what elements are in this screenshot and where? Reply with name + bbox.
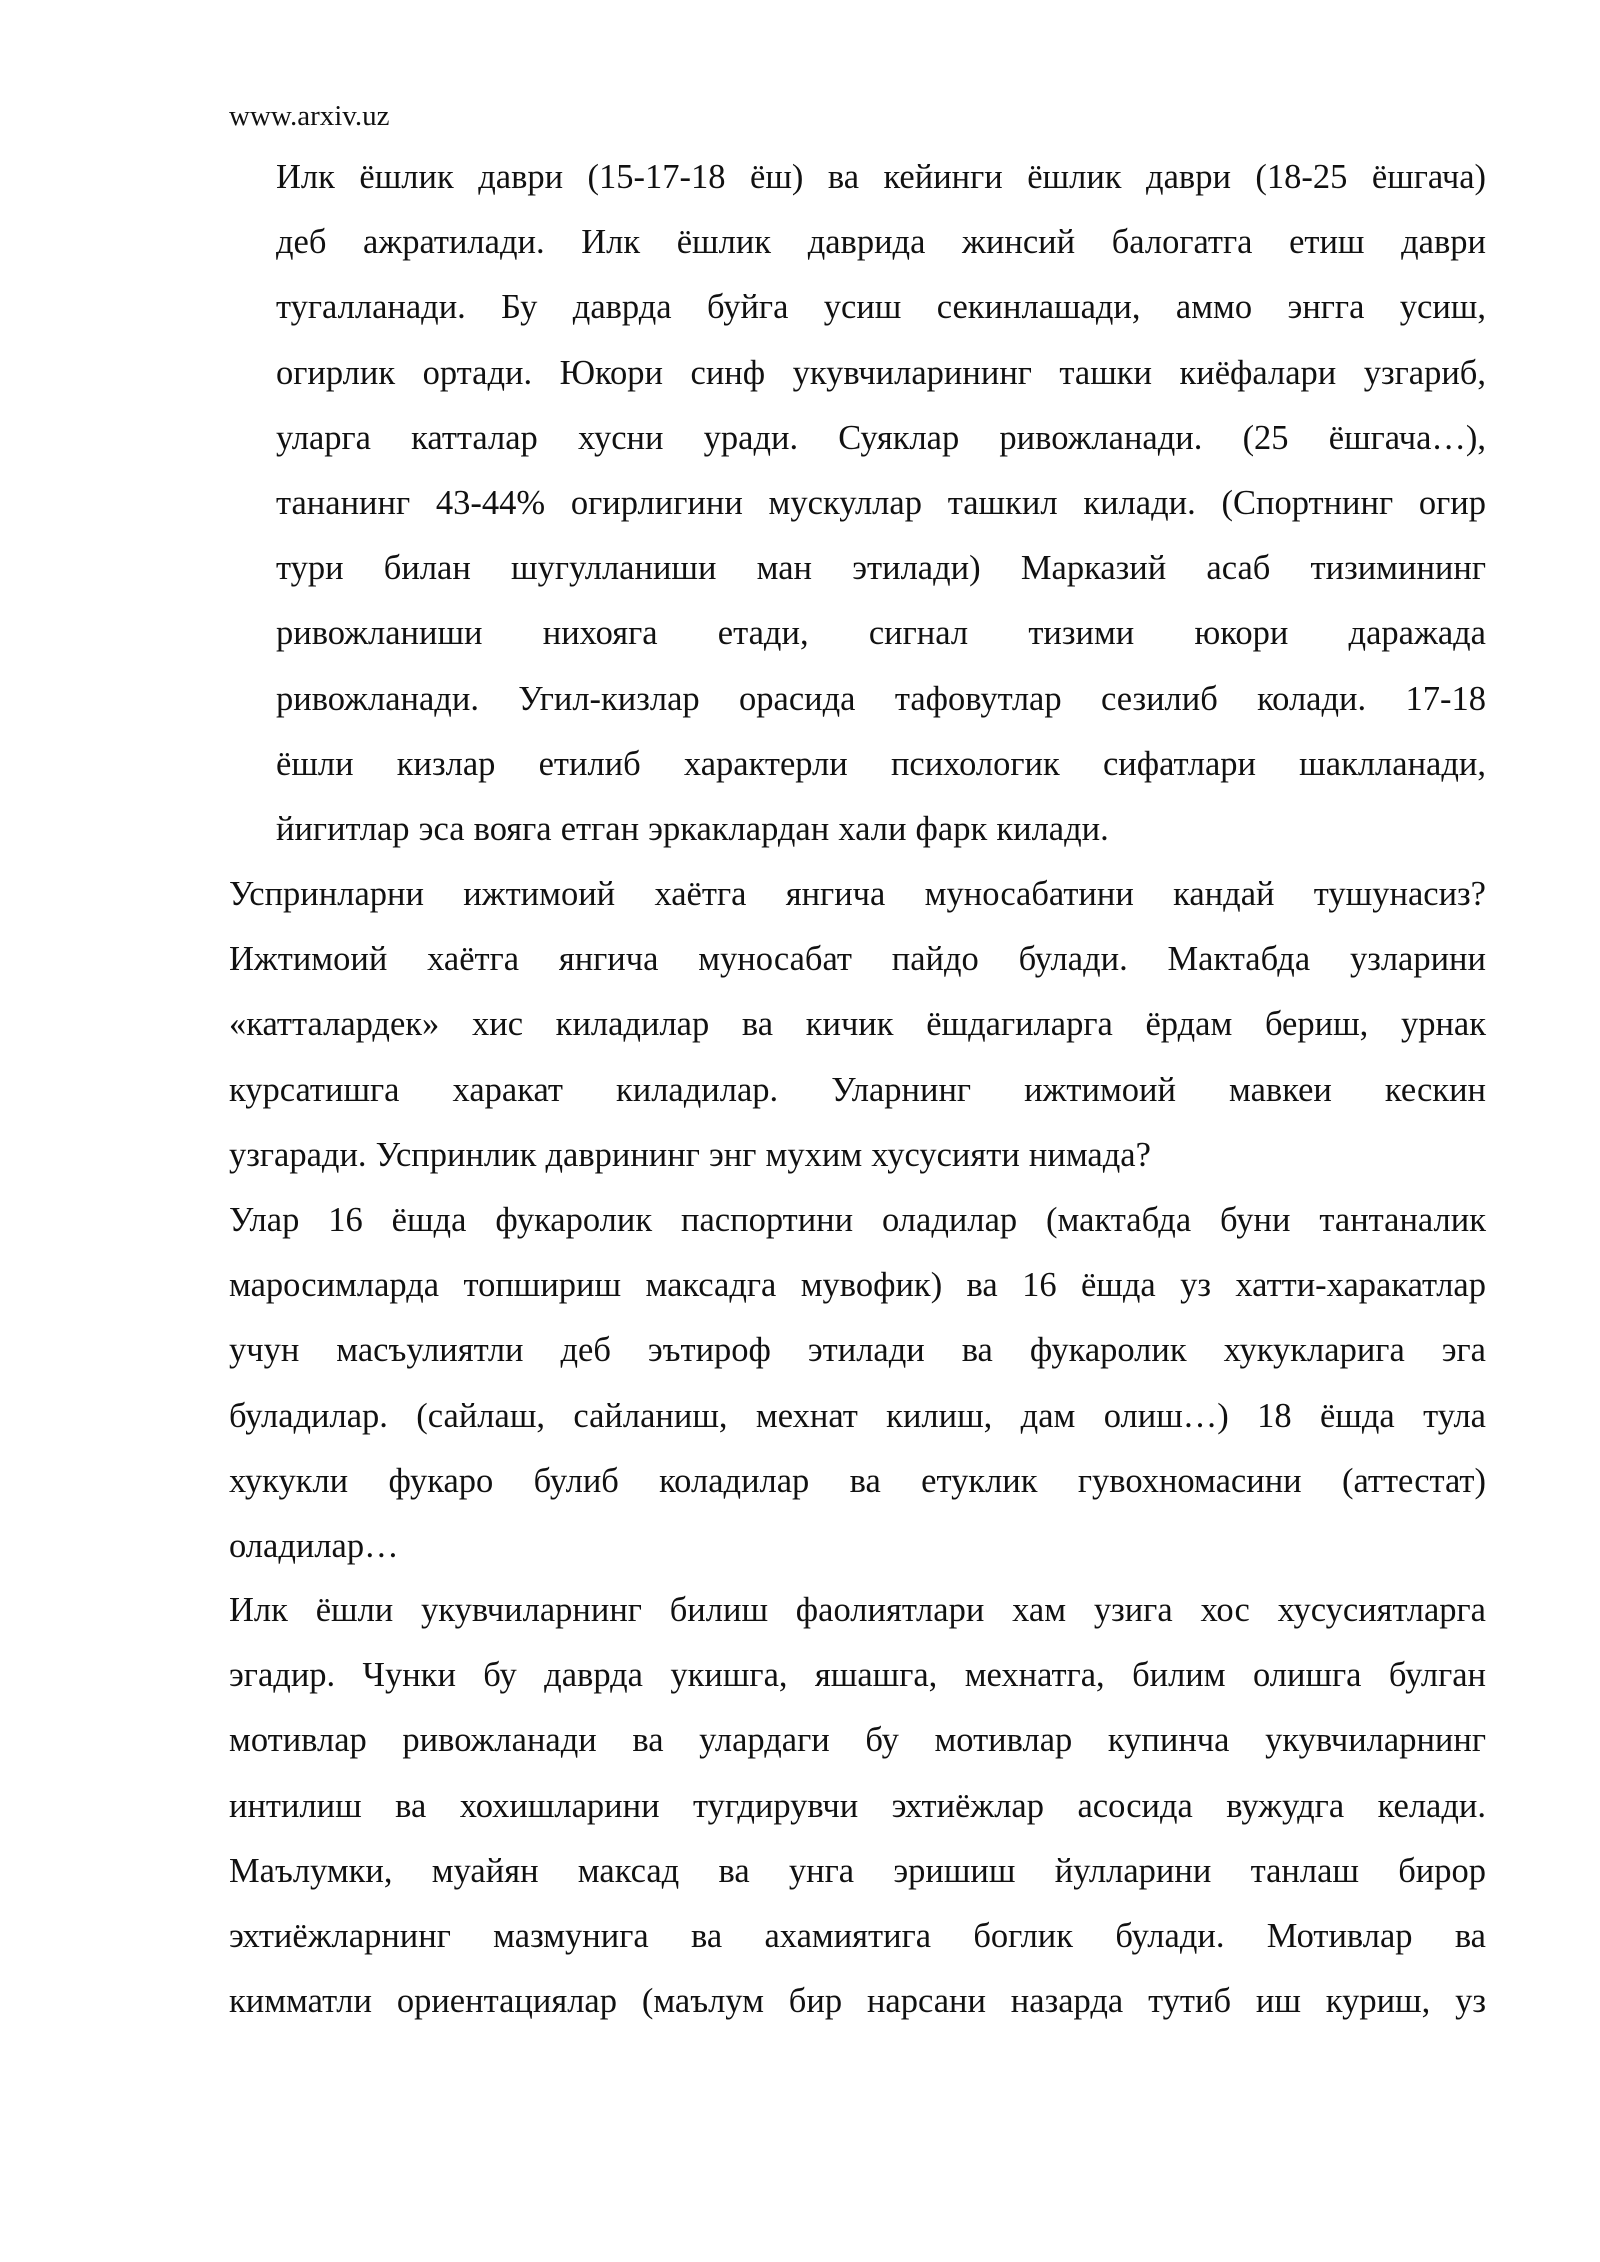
- text-line: ёшли кизлар етилиб характерли психологик сифатлари шаклланади,: [276, 744, 1486, 783]
- text-line: деб ажратилади. Илк ёшлик даврида жинсий балогатга етиш даври: [276, 223, 1486, 262]
- text-line: ривожланади. Угил-кизлар орасида тафовутлар сезилиб колади. 17-18: [276, 679, 1486, 718]
- text-line: уларга катталар хусни уради. Суяклар ривожланади. (25 ёшгача…),: [276, 418, 1486, 457]
- paragraph-question-1: [229, 862, 1486, 1188]
- text-line: Улар 16 ёшда фукаролик паспортини оладилар (мактабда буни тантаналик: [229, 1201, 1486, 1239]
- text-line: оладилар…: [229, 1526, 399, 1565]
- text-line: Маълумки, муайян максад ва унга эришиш йулларини танлаш бирор: [229, 1851, 1486, 1890]
- text-line: эгадир. Чунки бу даврда укишга, яшашга, мехнатга, билим олишга булган: [229, 1656, 1486, 1695]
- paragraph-intro: [276, 145, 1486, 862]
- text-line: «катталардек» хис киладилар ва кичик ёшдагиларга ёрдам бериш, урнак: [229, 1005, 1486, 1044]
- text-line: курсатишга харакат киладилар. Уларнинг ижтимоий мавкеи кескин: [229, 1070, 1486, 1109]
- text-line: интилиш ва хохишларини тугдирувчи эхтиёжлар асосида вужудга келади.: [229, 1786, 1486, 1825]
- text-line: хукукли фукаро булиб коладилар ва етуклик гувохномасини (аттестат): [229, 1461, 1486, 1500]
- text-line: буладилар. (сайлаш, сайланиш, мехнат килиш, дам олиш…) 18 ёшда тула: [229, 1396, 1486, 1435]
- text-line: маросимларда топшириш максадга мувофик) ва 16 ёшда уз хатти-харакатлар: [229, 1266, 1486, 1305]
- site-header: www.arxiv.uz: [229, 100, 390, 132]
- text-line: учун масъулиятли деб эътироф этилади ва фукаролик хукукларига эга: [229, 1331, 1486, 1370]
- text-line: эхтиёжларнинг мазмунига ва ахамиятига боглик булади. Мотивлар ва: [229, 1916, 1486, 1955]
- text-line: тананинг 43-44% огирлигини мускуллар ташкил килади. (Спортнинг огир: [276, 483, 1486, 522]
- text-line: йигитлар эса вояга етган эркаклардан хали фарк килади.: [276, 809, 1109, 848]
- text-line: узгаради. Успринлик даврининг энг мухим хусусияти нимада?: [229, 1135, 1151, 1174]
- text-line: тури билан шугулланиши ман этилади) Марказий асаб тизимининг: [276, 549, 1486, 588]
- text-line: Успринларни ижтимоий хаётга янгича муносабатини кандай тушунасиз?: [229, 875, 1486, 913]
- text-line: мотивлар ривожланади ва улардаги бу мотивлар купинча укувчиларнинг: [229, 1721, 1486, 1760]
- text-line: Илк ёшли укувчиларнинг билиш фаолиятлари хам узига хос хусусиятларга: [229, 1591, 1486, 1629]
- text-line: тугалланади. Бу даврда буйга усиш секинлашади, аммо энгга усиш,: [276, 288, 1486, 327]
- text-line: кимматли ориентациялар (маълум бир нарсани назарда тутиб иш куриш, уз: [229, 1982, 1486, 2021]
- text-line: ривожланиши нихояга етади, сигнал тизими юкори даражада: [276, 614, 1486, 653]
- paragraph-answer-2: [229, 1188, 1486, 1579]
- paragraph-cognitive-activity: [229, 1578, 1486, 2034]
- text-line: огирлик ортади. Юкори синф укувчиларининг ташки киёфалари узгариб,: [276, 353, 1486, 392]
- text-line: Ижтимоий хаётга янгича муносабат пайдо булади. Мактабда узларини: [229, 940, 1486, 979]
- text-line: Илк ёшлик даври (15-17-18 ёш) ва кейинги ёшлик даври (18-25 ёшгача): [276, 158, 1486, 196]
